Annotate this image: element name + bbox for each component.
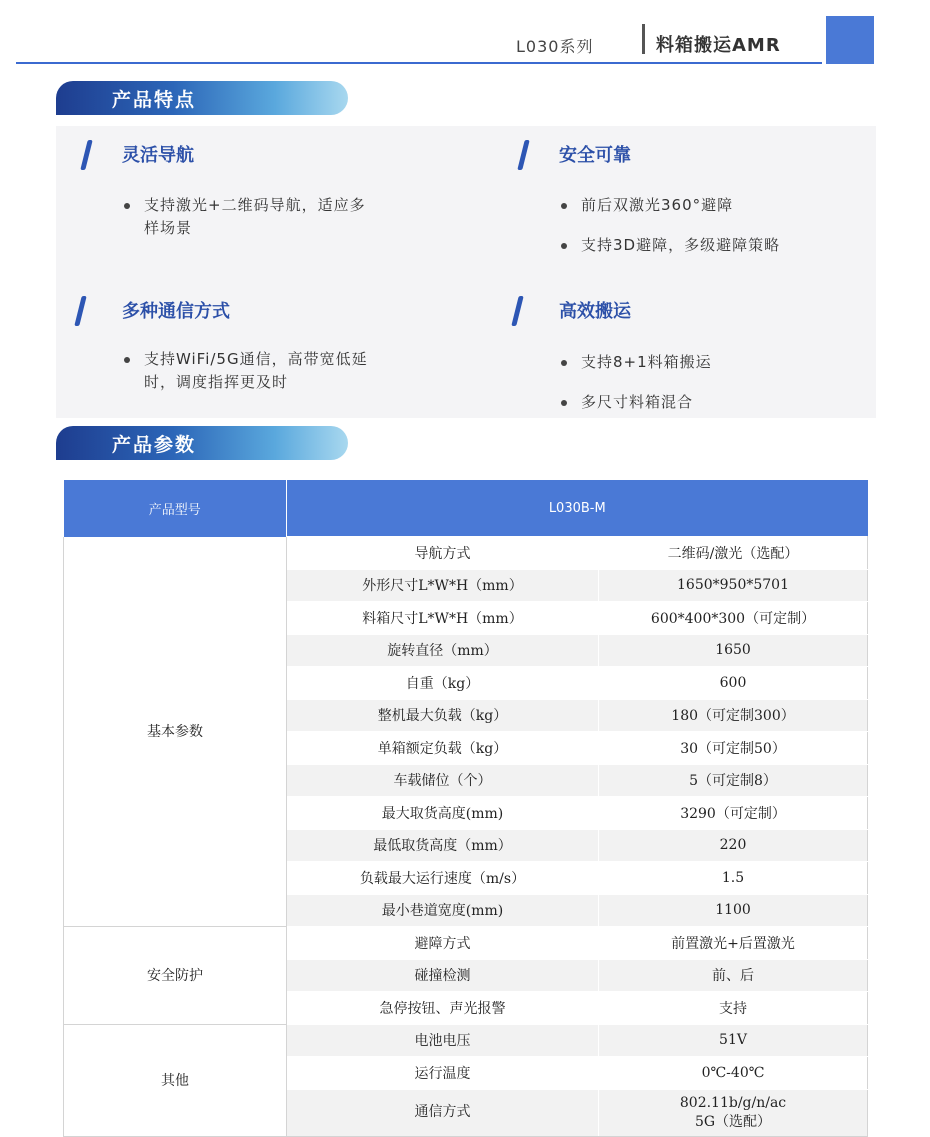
param-value-line: 802.11b/g/n/ac (679, 1094, 787, 1111)
list-item: 多尺寸料箱混合 (559, 391, 839, 414)
param-value: 5（可定制8） (599, 764, 868, 797)
param-name: 自重（kg） (287, 667, 599, 700)
param-name: 最小巷道宽度(mm) (287, 894, 599, 927)
group-safety: 安全防护 (64, 927, 287, 1025)
param-value: 1.5 (599, 862, 868, 895)
param-name: 最低取货高度（mm） (287, 829, 599, 862)
feature-list (122, 348, 382, 411)
model-label: 产品型号 (64, 480, 287, 537)
param-name: 导航方式 (287, 537, 599, 570)
param-name: 外形尺寸L*W*H（mm） (287, 569, 599, 602)
feature-list (122, 194, 372, 257)
param-name: 通信方式 (287, 1089, 599, 1136)
list-item: 前后双激光360°避障 (559, 194, 839, 217)
param-value: 600 (599, 667, 868, 700)
param-value: 0℃-40℃ (599, 1057, 868, 1090)
param-value: 1650 (599, 634, 868, 667)
param-value: 3290（可定制） (599, 797, 868, 830)
param-name: 碰撞检测 (287, 959, 599, 992)
param-name: 电池电压 (287, 1024, 599, 1057)
group-basic: 基本参数 (64, 537, 287, 927)
table-header-row (64, 480, 868, 537)
param-name: 运行温度 (287, 1057, 599, 1090)
param-name: 旋转直径（mm） (287, 634, 599, 667)
params-banner (56, 426, 348, 460)
list-item: 支持8+1料箱搬运 (559, 351, 839, 374)
header-title: 料箱搬运AMR (656, 35, 781, 56)
param-value: 支持 (599, 992, 868, 1025)
table-row (64, 537, 868, 570)
list-item: 支持WiFi/5G通信，高带宽低延时，调度指挥更及时 (122, 348, 382, 394)
param-value: 1650*950*5701 (599, 569, 868, 602)
param-value: 前置激光+后置激光 (599, 927, 868, 960)
feature-title: 多种通信方式 (122, 301, 230, 322)
param-value: 180（可定制300） (599, 699, 868, 732)
spec-table (63, 480, 868, 1137)
param-name: 负载最大运行速度（m/s） (287, 862, 599, 895)
list-item: 支持激光+二维码导航，适应多样场景 (122, 194, 372, 240)
table-row (64, 927, 868, 960)
feature-list (559, 351, 839, 431)
param-name: 最大取货高度(mm) (287, 797, 599, 830)
feature-title: 高效搬运 (559, 301, 631, 322)
param-name: 单箱额定负载（kg） (287, 732, 599, 765)
group-other: 其他 (64, 1024, 287, 1136)
param-value-line: 5G（选配） (694, 1113, 772, 1130)
param-value: 51V (599, 1024, 868, 1057)
feature-title: 灵活导航 (122, 145, 194, 166)
header-rule (16, 62, 822, 64)
param-value: 30（可定制50） (599, 732, 868, 765)
header-series: L030系列 (516, 37, 594, 56)
param-name: 避障方式 (287, 927, 599, 960)
param-value (599, 1089, 868, 1136)
list-item: 支持3D避障，多级避障策略 (559, 234, 839, 257)
param-value: 600*400*300（可定制） (599, 602, 868, 635)
features-banner (56, 81, 348, 115)
param-value: 1100 (599, 894, 868, 927)
param-name: 整机最大负载（kg） (287, 699, 599, 732)
param-value: 前、后 (599, 959, 868, 992)
param-value: 220 (599, 829, 868, 862)
params-banner-title: 产品参数 (112, 434, 197, 456)
model-value: L030B-M (287, 480, 868, 537)
param-name: 急停按钮、声光报警 (287, 992, 599, 1025)
header-separator (642, 24, 645, 54)
param-name: 车载储位（个） (287, 764, 599, 797)
features-banner-title: 产品特点 (112, 89, 197, 111)
feature-list (559, 194, 839, 274)
feature-title: 安全可靠 (559, 145, 631, 166)
param-value: 二维码/激光（选配） (599, 537, 868, 570)
header-corner-block (826, 16, 874, 64)
param-name: 料箱尺寸L*W*H（mm） (287, 602, 599, 635)
table-row (64, 1024, 868, 1057)
